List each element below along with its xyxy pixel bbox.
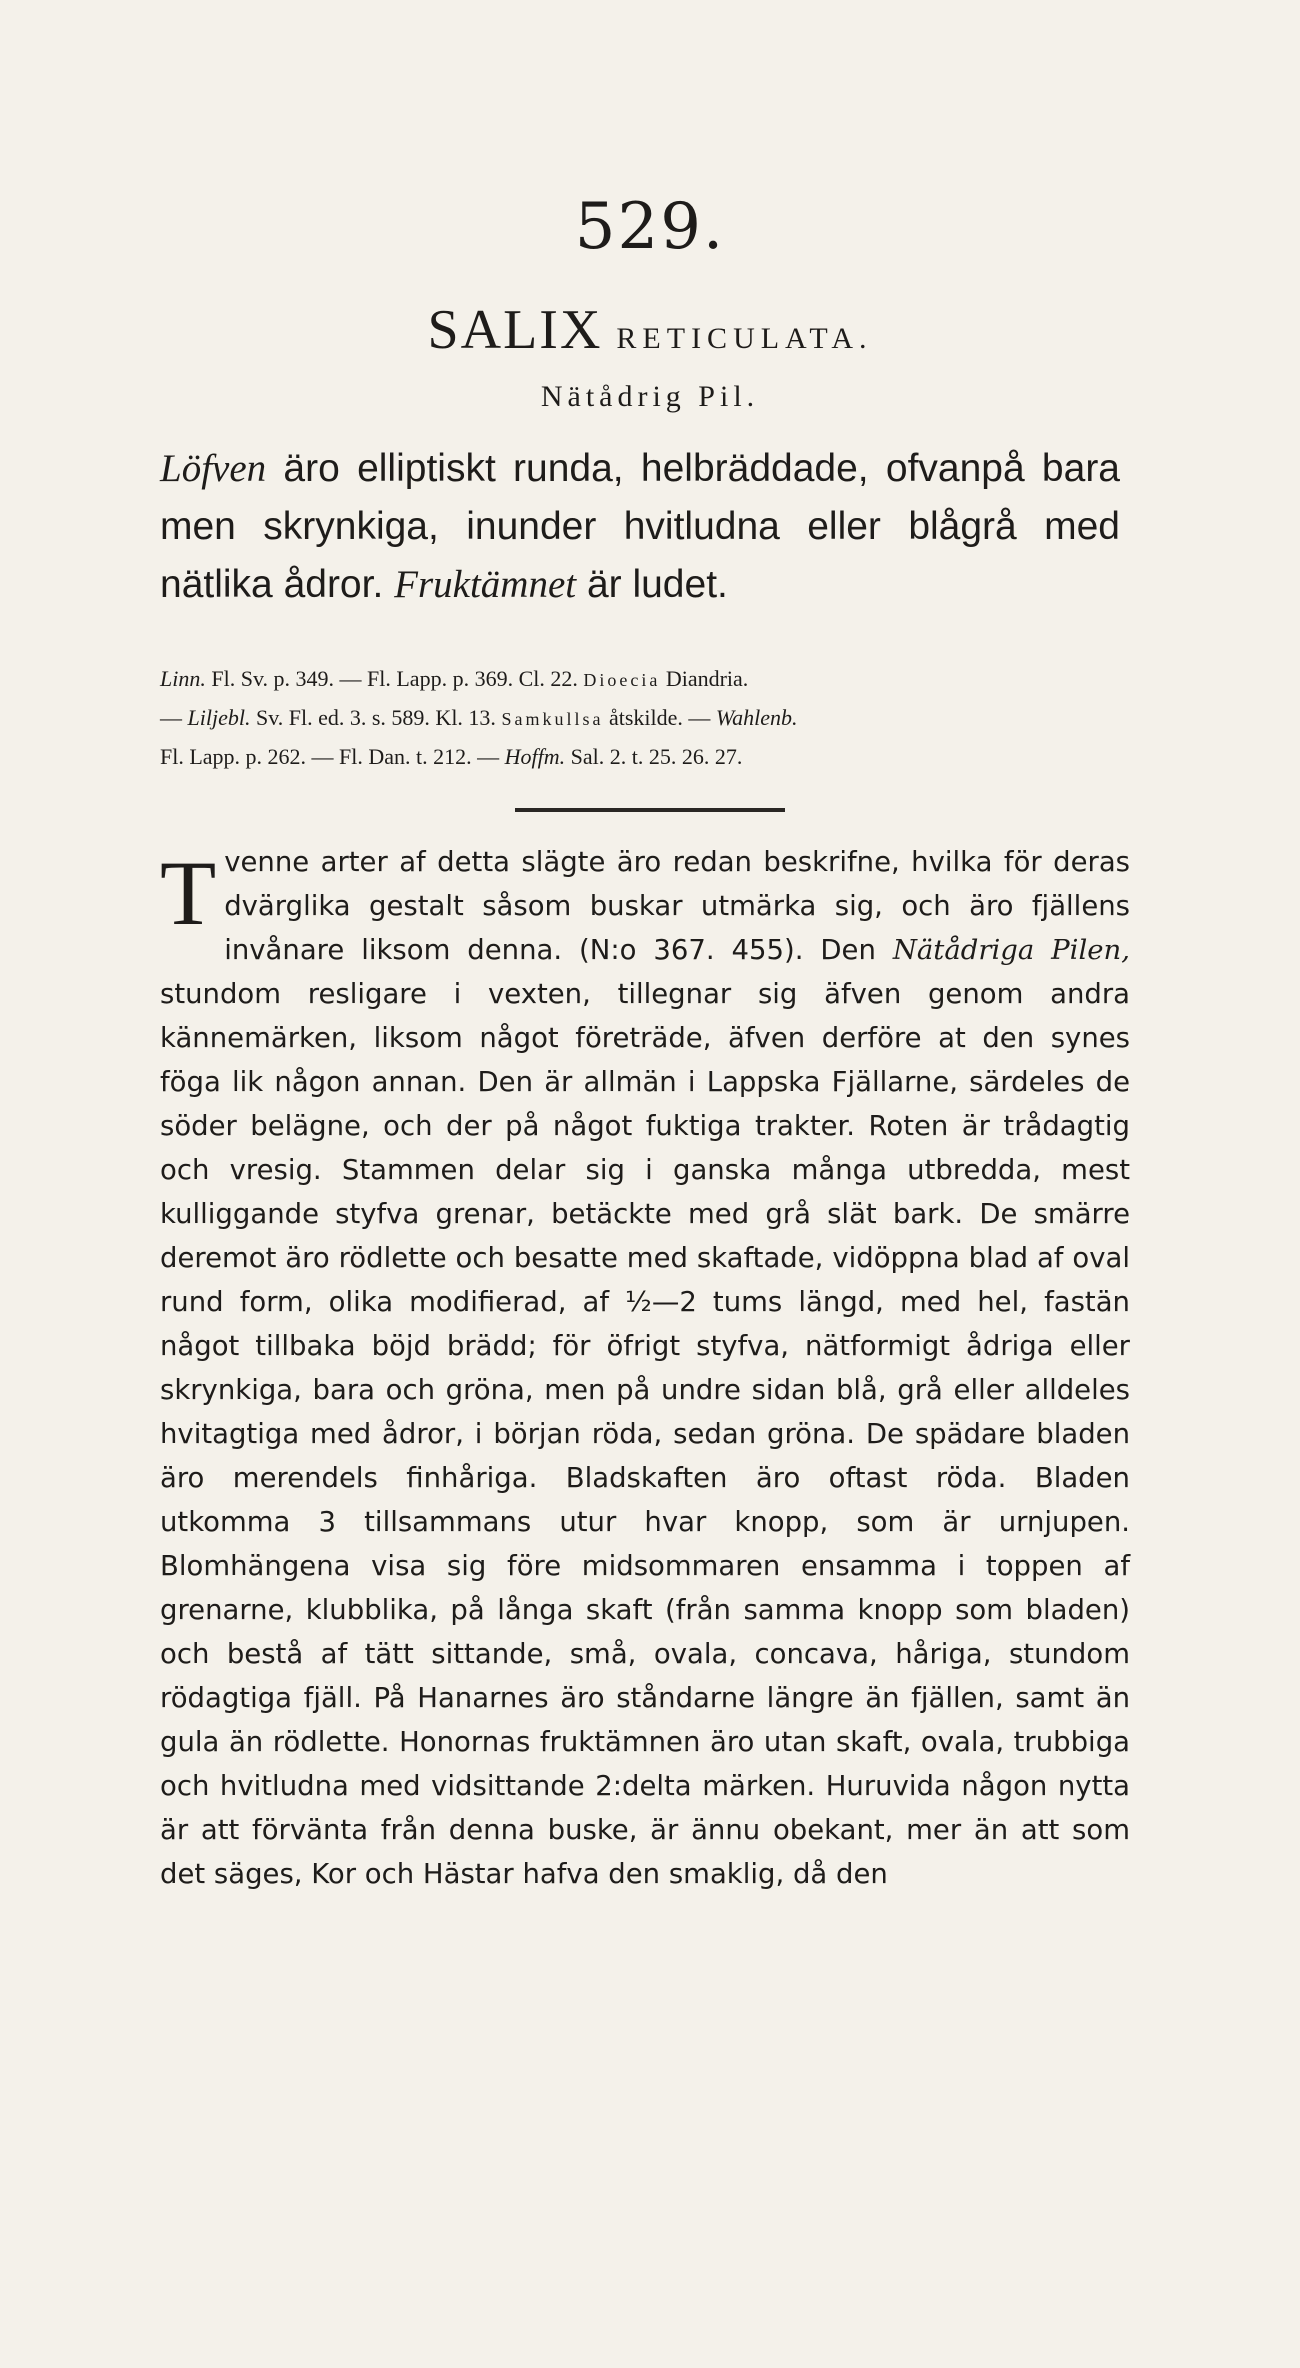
ref-author-hoffm: Hoffm. bbox=[504, 744, 566, 769]
genus-name: SALIX bbox=[427, 299, 603, 361]
ref-text: Sal. 2. t. 25. 26. 27. bbox=[565, 744, 743, 769]
ref-text: Sv. Fl. ed. 3. s. 589. Kl. 13. bbox=[250, 705, 502, 730]
vernacular-name: Nätådrig Pil. bbox=[540, 380, 760, 413]
ref-class-name: Samkullsa bbox=[501, 709, 604, 729]
description-part-1: venne arter af detta slägte äro redan beskrifne, hvilka för deras dvärglika gestalt såsom buskar utmärka sig, och äro fjällens invånare liksom denna. (N:o 367. 455). Den bbox=[224, 846, 1130, 966]
literature-references bbox=[160, 660, 1120, 776]
ref-author-wahlenb: Wahlenb. bbox=[715, 705, 798, 730]
diagnosis-paragraph bbox=[160, 440, 1120, 614]
species-epithet: RETICULATA. bbox=[616, 322, 873, 355]
page-number: 529. bbox=[574, 190, 726, 264]
ref-text: Fl. Lapp. p. 262. — Fl. Dan. t. 212. — bbox=[160, 744, 505, 769]
description-part-2: stundom resligare i vexten, tillegnar sig äfven genom andra kännemärken, liksom något företräde, äfven derföre at den synes föga lik någon annan. Den är allmän i Lappska Fjällarne, särdeles de söder belägne, och der på något fuktiga trakter. Roten är trådagtig och vresig. Stammen delar sig i ganska många utbredda, mest kulliggande styfva grenar, betäckte med grå slät bark. De smärre deremot äro rödlette och besatte med skaftade, vidöppna blad af oval rund form, olika modifierad, af ½—2 tums längd, med hel, fastän något tillbaka böjd brädd; för öfrigt styfva, nätformigt ådriga eller skrynkiga, bara och gröna, men på undre sidan blå, grå eller alldeles hvitagtiga med ådror, i början röda, sedan gröna. De spädare bladen äro merendels finhåriga. Bladskaften äro oftast röda. Bladen utkomma 3 tillsammans utur hvar knopp, som är urnjupen. Blomhängena visa sig före midsommaren ensamma i toppen af grenarne, klubblika, på långa skaft (från samma knopp som bladen) och bestå af tätt sittande, små, ovala, concava, håriga, stundom rödagtiga fjäll. På Hanarnes äro ståndarne längre än fjällen, samt än gula än rödlette. Honornas fruktämnen äro utan skaft, ovala, trubbiga och hvitludna med vidsittande 2:delta märken. Huruvida någon nytta är att förvänta från denna buske, är ännu obekant, mer än att som det säges, Kor och Hästar hafva den smaklig, då den bbox=[160, 978, 1130, 1890]
ref-author-linn: Linn. bbox=[160, 666, 206, 691]
section-divider bbox=[515, 808, 785, 812]
description-text bbox=[160, 840, 1130, 1896]
drop-cap: T bbox=[160, 842, 217, 944]
diagnosis-fruit-word: Fruktämnet bbox=[394, 563, 577, 606]
ref-author-liljebl: Liljebl. bbox=[187, 705, 251, 730]
ref-text: Fl. Sv. p. 349. — Fl. Lapp. p. 369. Cl. 22. bbox=[205, 666, 584, 691]
species-title bbox=[0, 298, 1300, 362]
ref-text: Diandria. bbox=[660, 666, 749, 691]
ref-text: — bbox=[160, 705, 188, 730]
ref-text: åtskilde. — bbox=[603, 705, 716, 730]
italic-common-name: Nätådriga Pilen, bbox=[892, 934, 1130, 966]
ref-class-name: Dioecia bbox=[583, 670, 661, 690]
diagnosis-lead-word: Löfven bbox=[160, 447, 267, 490]
diagnosis-text: äro elliptiskt runda, helbräddade, ofvanpå bara men skrynkiga, inunder hvitludna eller blågrå med nätlika ådror. bbox=[160, 447, 1120, 606]
diagnosis-fruit-text: är ludet. bbox=[576, 563, 728, 606]
